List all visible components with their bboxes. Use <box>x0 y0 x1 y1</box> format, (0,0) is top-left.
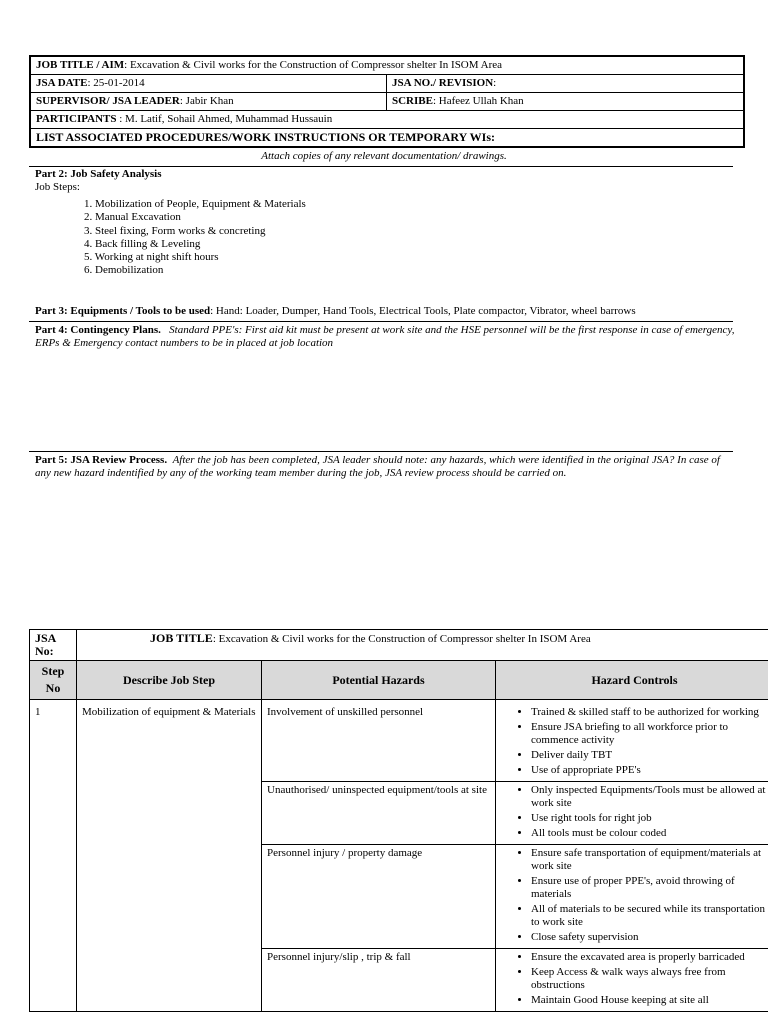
part4-text: Standard PPE's: First aid kit must be present at work site and the HSE personnel will be the first response in case of emergency, ERPs & Emergency contact numbers to be in placed at job location <box>35 324 735 349</box>
jsa-analysis-table <box>29 629 768 1012</box>
controls-cell <box>496 845 768 949</box>
step-no-cell: 1 <box>30 700 77 1012</box>
divider <box>29 321 733 322</box>
scribe-value: : Hafeez Ullah Khan <box>432 95 524 107</box>
job-title-cell <box>30 56 744 75</box>
part2-subtitle: Job Steps: <box>35 181 80 193</box>
hazard-cell: Involvement of unskilled personnel <box>262 700 496 782</box>
jsa-job-title-label: JOB TITLE <box>150 631 213 645</box>
job-step: 1. Mobilization of People, Equipment & Materials <box>84 198 306 210</box>
jsa-no-cell <box>387 75 745 93</box>
jsa-no-value: : <box>493 77 497 89</box>
jsa-job-title-cell <box>77 630 768 661</box>
supervisor-label: SUPERVISOR/ JSA LEADER <box>36 95 180 107</box>
part5-section <box>35 454 735 480</box>
part3-title: Part 3: Equipments / Tools to be used <box>35 305 211 317</box>
jsa-no-text: JSA No: <box>35 631 56 658</box>
step-desc-cell: Mobilization of equipment & Materials <box>77 700 262 1012</box>
controls-list <box>501 847 768 944</box>
job-step: 4. Back filling & Leveling <box>84 237 201 250</box>
job-title-value: : Excavation & Civil works for the Construction of Compressor shelter In ISOM Area <box>124 59 503 71</box>
controls-list <box>501 951 768 1007</box>
controls-cell <box>496 782 768 845</box>
hazard-cell: Unauthorised/ uninspected equipment/tools at site <box>262 782 496 845</box>
supervisor-cell <box>30 93 387 111</box>
col-header-hazards: Potential Hazards <box>262 661 496 700</box>
job-step: 6. Demobilization <box>84 264 164 277</box>
control-item: • Keep Access & walk ways always free from obstructions <box>531 966 768 992</box>
control-item: • All tools must be colour coded <box>531 827 768 840</box>
col-step-label: Step No <box>41 664 65 695</box>
divider <box>29 451 733 452</box>
participants-label: PARTICIPANTS <box>36 113 117 125</box>
control-item: • Ensure the excavated area is properly barricaded <box>531 951 768 964</box>
jsa-no-label <box>30 630 77 661</box>
divider <box>29 166 733 167</box>
control-item: • All of materials to be secured while its transportation to work site <box>531 903 768 929</box>
jsa-header-table <box>29 55 745 148</box>
part5-text: After the job has been completed, JSA leader should note: any hazards, which were identified in the original JSA? In case of any new hazard indentified by any of the working team member during the job, JSA review process should be carried on. <box>35 454 720 479</box>
controls-cell <box>496 700 768 782</box>
jsa-no-label: JSA NO./ REVISION <box>392 77 494 89</box>
part5-title: Part 5: JSA Review Process. <box>35 454 168 466</box>
job-steps-list <box>84 198 306 278</box>
control-item: • Close safety supervision <box>531 931 768 944</box>
participants-cell <box>30 111 744 129</box>
control-item: • Deliver daily TBT <box>531 749 768 762</box>
col-header-controls: Hazard Controls <box>496 661 768 700</box>
controls-list <box>501 706 768 777</box>
job-step: 2. Manual Excavation <box>84 211 181 224</box>
jsa-date-cell <box>30 75 387 93</box>
job-title-label: JOB TITLE / AIM <box>36 59 125 71</box>
control-item: • Only inspected Equipments/Tools must be allowed at work site <box>531 784 768 810</box>
scribe-label: SCRIBE <box>392 95 433 107</box>
control-item: • Ensure JSA briefing to all workforce prior to commence activity <box>531 721 768 747</box>
jsa-date-value: : 25-01-2014 <box>87 77 145 89</box>
control-item: • Trained & skilled staff to be authorized for working <box>531 706 768 719</box>
col-header-describe: Describe Job Step <box>77 661 262 700</box>
procedures-cell: LIST ASSOCIATED PROCEDURES/WORK INSTRUCTIONS OR TEMPORARY WIs: <box>30 129 744 148</box>
controls-cell <box>496 949 768 1012</box>
part4-title: Part 4: Contingency Plans. <box>35 324 161 336</box>
control-item: • Maintain Good House keeping at site all <box>531 994 768 1007</box>
part2-title: Part 2: Job Safety Analysis <box>35 168 162 180</box>
controls-list <box>501 784 768 840</box>
jsa-date-label: JSA DATE <box>36 77 88 89</box>
part2-section <box>35 168 735 194</box>
control-item: • Use of appropriate PPE's <box>531 764 768 777</box>
jsa-job-title-value: : Excavation & Civil works for the Construction of Compressor shelter In ISOM Area <box>212 633 591 645</box>
col-header-step <box>30 661 77 700</box>
hazard-cell: Personnel injury/slip , trip & fall <box>262 949 496 1012</box>
hazard-cell: Personnel injury / property damage <box>262 845 496 949</box>
job-step: 5. Working at night shift hours <box>84 251 219 264</box>
participants-value: : M. Latif, Sohail Ahmed, Muhammad Hussauin <box>116 113 333 125</box>
job-step: 3. Steel fixing, Form works & concreting <box>84 224 266 237</box>
attach-note: Attach copies of any relevant documentation/ drawings. <box>261 150 507 162</box>
control-item: • Ensure safe transportation of equipment/materials at work site <box>531 847 768 873</box>
control-item: • Use right tools for right job <box>531 812 768 825</box>
control-item: • Ensure use of proper PPE's, avoid throwing of materials <box>531 875 768 901</box>
part4-section <box>35 324 735 350</box>
supervisor-value: : Jabir Khan <box>179 95 234 107</box>
part3-section <box>35 305 735 318</box>
scribe-cell <box>387 93 745 111</box>
part3-text: : Hand: Loader, Dumper, Hand Tools, Electrical Tools, Plate compactor, Vibrator, wheel barrows <box>210 305 636 317</box>
